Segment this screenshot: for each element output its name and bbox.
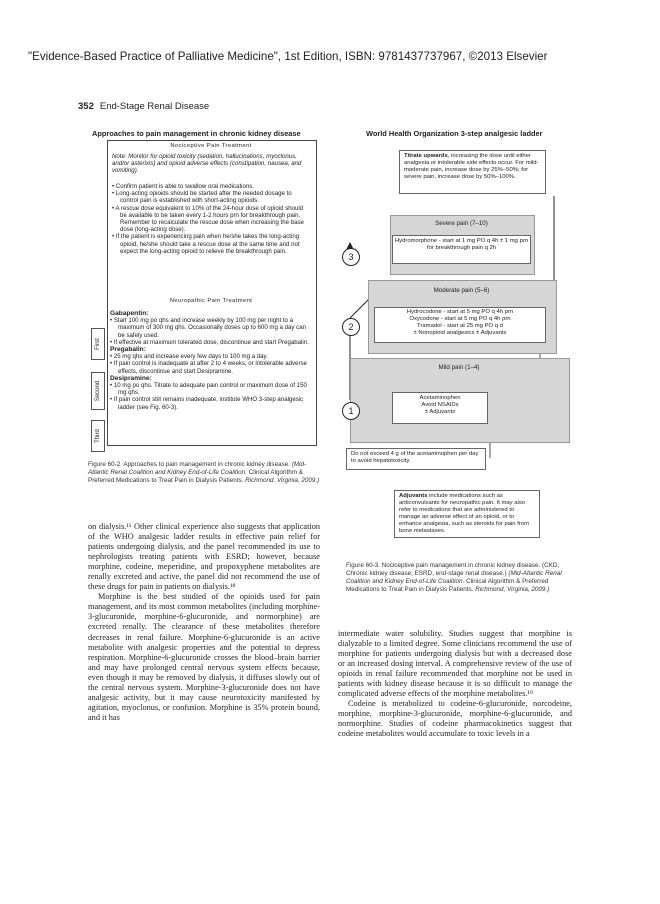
citation-header: "Evidence-Based Practice of Palliative Medicine", 1st Edition, ISBN: 9781437737967, ©2013 Elsevier — [28, 50, 548, 63]
third-line-tab: Third — [91, 420, 105, 452]
titrate-bold: Titrate upwards — [404, 153, 448, 159]
chapter-title: End-Stage Renal Disease — [99, 101, 210, 112]
body-left-column — [88, 522, 320, 723]
body-right-para-2: Codeine is metabolized to codeine-6-glucuronide, norcodeine, morphine, morphine-3-glucuronide, morphine-6-glucuronide, and normorphine. Studies of codeine pharmacokinetics suggest that codeine metabolites would accumulate to toxic levels in a — [338, 699, 572, 739]
titrate-note: Titrate upwards, increasing the dose until either analgesia or intolerable side effects occur. For mild-moderate pain, increase dose by 25%–50%; for severe pain, increase dose by 50%–100%. — [399, 150, 546, 194]
severe-drugs: Hydromorphone - start at 1 mg PO q 4h ± 1 mg prn for breakthrough pain q 2h — [392, 235, 531, 264]
gabapentin-bullet-1: • Start 100 mg po qhs and increase weekly by 100 mg per night to a maximum of 300 mg qhs. Occasionally doses up to 600 mg a day can be safely used. — [110, 317, 306, 339]
pregabalin-name: Pregabalin: — [110, 346, 146, 354]
neuropathic-heading: Neuropathic Pain Treatment — [169, 298, 253, 304]
desipramine-bullet-1: • 10 mg po qhs. Titrate to adequate pain control or maximum dose of 150 mg qhs. — [110, 382, 307, 397]
nociceptive-heading: Nociceptive Pain Treatment — [170, 143, 252, 149]
acetaminophen-note: Do not exceed 4 g of the acetaminophen per day to avoid hepatotoxicity. — [346, 448, 486, 470]
body-right-column — [338, 629, 572, 740]
fig2-caption-label: Figure 60-2. — [88, 461, 122, 468]
desipramine-bullet-2: • If pain control still remains inadequate, institute WHO 3-step analgesic ladder (see Fig. 60-3). — [110, 396, 304, 411]
adjuvants-note: Adjuvants include medications such as anticonvulsants for neuropathic pain. It may also refer to medications that are administered to manage an adverse effect of an opioid, or to enhance analgesia, such as steroids for pain from bone metastases. — [394, 490, 540, 538]
fig3-caption: Figure 60-3. Nociceptive pain management in chronic kidney disease. (CKD, Chronic kidney disease; ESRD, end-stage renal disease.) (Mid-Atlantic Renal Coalition and Kidney End-of-Life Coalition. Clinical Algorithm & Preferred Medications to Treat Pain in Dialysis Patients. Richmond, Virginia, 2009.) — [346, 562, 562, 593]
second-line-tab: Second — [91, 372, 105, 410]
noci-bullet-2: • Long-acting opioids should be started after the needed dosage to control pain is established with short-acting opioids. — [112, 190, 292, 205]
body-right-para-1: intermediate water solubility. Studies suggest that morphine is dialyzable to a limited degree. Some clinicians recommend the use of morphine for patients undergoing dialysis but with a decreased dose or an increased dosing interval. A comprehensive review of the use of opioids in renal failure recommended that morphine not be used in patients with kidney disease because it is so difficult to manage the complicated adverse effects of the morphine metabolites.¹⁹ — [338, 629, 572, 699]
mild-label: Mild pain (1–4) — [438, 364, 480, 371]
neuropathic-content — [110, 310, 310, 411]
gabapentin-bullet-2: • If effective at maximum tolerated dose, discontinue and start Pregabalin. — [110, 338, 309, 346]
severe-label: Severe pain (7–10) — [435, 220, 488, 227]
moderate-drugs: Hydrocodone - start at 5 mg PO q 4h prn Oxycodone - start at 5 mg PO q 4h prn Tramadol - start at 25 mg PO q d ± Nonopioid analgesics ± Adjuvants — [374, 307, 546, 343]
body-left-para-2: Morphine is the best studied of the opioids used for pain management, and its most common metabolites (including morphine-3-glucuronide, morphine-6-glucuronide, and normorphine) are excreted renally. The clearance of these metabolites therefore decreases in renal failure. Morphine-6-glucuronide is an active metabolite with analgesic properties and the potential to depress respiration. Morphine-6-glucuronide crosses the blood–brain barrier and may have prolonged central nervous system effects because, even though it may be removed by dialysis, it diffuses slowly out of the central nervous system. Morphine-3-glucuronide does not have analgesic activity, but it may cause neurotoxicity manifested by agitation, myoclonus, or confusion. Morphine is 35% protein bound, and it has — [88, 592, 320, 722]
noci-bullet-3: • A rescue dose equivalent to 10% of the 24-hour dose of opioid should be available to be taken every 1-2 hours prn for breakthrough pain. Remember to recalculate the rescue dose when increasing the base dose (long-acting dose). — [112, 204, 304, 234]
step-2-circle: 2 — [342, 318, 360, 336]
running-head — [78, 101, 209, 112]
page-number: 352 — [78, 101, 94, 112]
noci-bullet-1: • Confirm patient is able to swallow oral medications. — [112, 183, 255, 190]
desipramine-name: Desipramine: — [110, 374, 152, 382]
fig3-caption-label: Figure 60-3. — [346, 562, 380, 569]
moderate-label: Moderate pain (5–6) — [433, 287, 490, 294]
step-3-circle: 3 — [342, 248, 360, 266]
step-1-circle: 1 — [342, 402, 360, 420]
first-line-tab: First — [91, 328, 105, 360]
fig2-title: Approaches to pain management in chronic kidney disease — [92, 129, 301, 138]
nociceptive-bullets — [112, 183, 307, 255]
pregabalin-bullet-2: • If pain control is inadequate at after 2 to 4 weeks, or intolerable adverse effects, discontinue and start Desipramine. — [110, 360, 307, 375]
noci-bullet-4: • If the patient is experiencing pain when he/she takes the long-acting opioid, he/she should take a rescue dose at the same time and not expect the long-acting opioid to relieve the breakthrough pain. — [112, 233, 300, 255]
gabapentin-name: Gabapentin: — [110, 310, 149, 317]
fig2-note: Note: Monitor for opioid toxicity (sedation, hallucinations, myoclonus, and/or asterixis) and opioid adverse effects (constipation, nausea, and vomiting). — [112, 153, 302, 175]
fig2-caption: Figure 60-2. Approaches to pain management in chronic kidney disease. (Mid-Atlantic Renal Coalition and Kidney End-of-Life Coalition. Clinical Algorithm & Preferred Medications to Treat Pain in Dialysis Patients. Richmond, Virginia, 2009.) — [88, 461, 320, 484]
pregabalin-bullet-1: • 25 mg qhs and increase every few days to 100 mg a day. — [110, 353, 268, 361]
fig3-title: World Health Organization 3-step analgesic ladder — [366, 129, 543, 138]
body-left-para-1: on dialysis.¹¹ Other clinical experience also suggests that application of the WHO analgesic ladder results in effective pain relief for patients undergoing dialysis, and the panel recommended its use to nephrologists treating patients with ESRD; however, because morphine, codeine, meperidine, and propoxyphene metabolites are renally excreted and active, the panel did not recommend the use of these drugs for pain in patients on dialysis.¹⁸ — [88, 522, 320, 592]
mild-drugs: Acetaminophen Avoid NSAIDs ± Adjuvants — [392, 392, 488, 424]
